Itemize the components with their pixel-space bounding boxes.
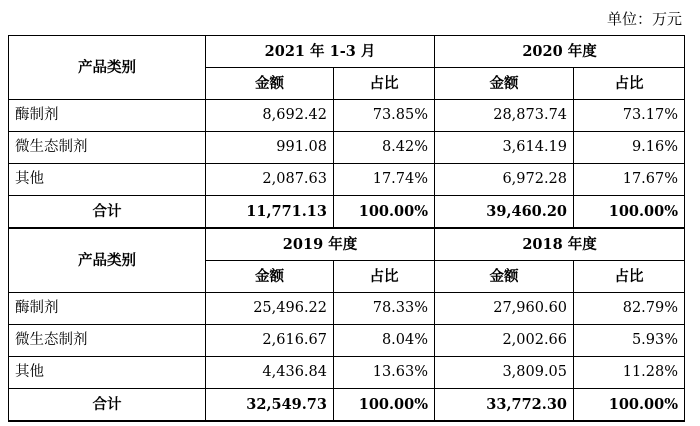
product-revenue-table (8, 35, 685, 422)
total-ratio-cell: 100.00% (334, 389, 435, 422)
row-label: 微生态制剂 (9, 325, 206, 357)
ratio-cell: 73.85% (334, 100, 435, 132)
amount-cell: 2,002.66 (435, 325, 574, 357)
total-amount-cell: 11,771.13 (206, 196, 334, 229)
period-header: 2021 年 1-3 月 (206, 36, 435, 68)
table-row (9, 132, 685, 164)
table-row (9, 100, 685, 132)
amount-cell: 2,616.67 (206, 325, 334, 357)
ratio-header: 占比 (334, 68, 435, 100)
ratio-cell: 82.79% (574, 293, 685, 325)
amount-cell: 6,972.28 (435, 164, 574, 196)
row-label: 其他 (9, 357, 206, 389)
row-label: 其他 (9, 164, 206, 196)
category-header: 产品类别 (9, 36, 206, 100)
ratio-cell: 13.63% (334, 357, 435, 389)
ratio-cell: 8.42% (334, 132, 435, 164)
amount-header: 金额 (206, 68, 334, 100)
total-label: 合计 (9, 196, 206, 229)
amount-cell: 4,436.84 (206, 357, 334, 389)
amount-cell: 3,809.05 (435, 357, 574, 389)
ratio-cell: 78.33% (334, 293, 435, 325)
total-amount-cell: 33,772.30 (435, 389, 574, 422)
ratio-cell: 11.28% (574, 357, 685, 389)
amount-cell: 27,960.60 (435, 293, 574, 325)
total-ratio-cell: 100.00% (574, 196, 685, 229)
amount-cell: 25,496.22 (206, 293, 334, 325)
row-label: 微生态制剂 (9, 132, 206, 164)
amount-cell: 8,692.42 (206, 100, 334, 132)
category-header: 产品类别 (9, 228, 206, 293)
amount-cell: 991.08 (206, 132, 334, 164)
total-ratio-cell: 100.00% (574, 389, 685, 422)
total-ratio-cell: 100.00% (334, 196, 435, 229)
amount-cell: 28,873.74 (435, 100, 574, 132)
ratio-cell: 8.04% (334, 325, 435, 357)
period-header-row (9, 36, 685, 68)
unit-label: 单位：万元 (606, 10, 682, 28)
ratio-cell: 17.67% (574, 164, 685, 196)
ratio-header: 占比 (574, 261, 685, 293)
row-label: 酶制剂 (9, 100, 206, 132)
total-amount-cell: 32,549.73 (206, 389, 334, 422)
total-row (9, 389, 685, 422)
table-row (9, 164, 685, 196)
amount-cell: 2,087.63 (206, 164, 334, 196)
period-header: 2019 年度 (206, 228, 435, 261)
ratio-cell: 5.93% (574, 325, 685, 357)
table-row (9, 325, 685, 357)
amount-header: 金额 (435, 261, 574, 293)
total-row (9, 196, 685, 229)
table-row (9, 293, 685, 325)
ratio-cell: 73.17% (574, 100, 685, 132)
period-header: 2018 年度 (435, 228, 685, 261)
amount-cell: 3,614.19 (435, 132, 574, 164)
amount-header: 金额 (206, 261, 334, 293)
ratio-cell: 9.16% (574, 132, 685, 164)
amount-header: 金额 (435, 68, 574, 100)
total-amount-cell: 39,460.20 (435, 196, 574, 229)
period-header: 2020 年度 (435, 36, 685, 68)
period-header-row (9, 228, 685, 261)
total-label: 合计 (9, 389, 206, 422)
table-row (9, 357, 685, 389)
ratio-header: 占比 (574, 68, 685, 100)
ratio-cell: 17.74% (334, 164, 435, 196)
row-label: 酶制剂 (9, 293, 206, 325)
ratio-header: 占比 (334, 261, 435, 293)
